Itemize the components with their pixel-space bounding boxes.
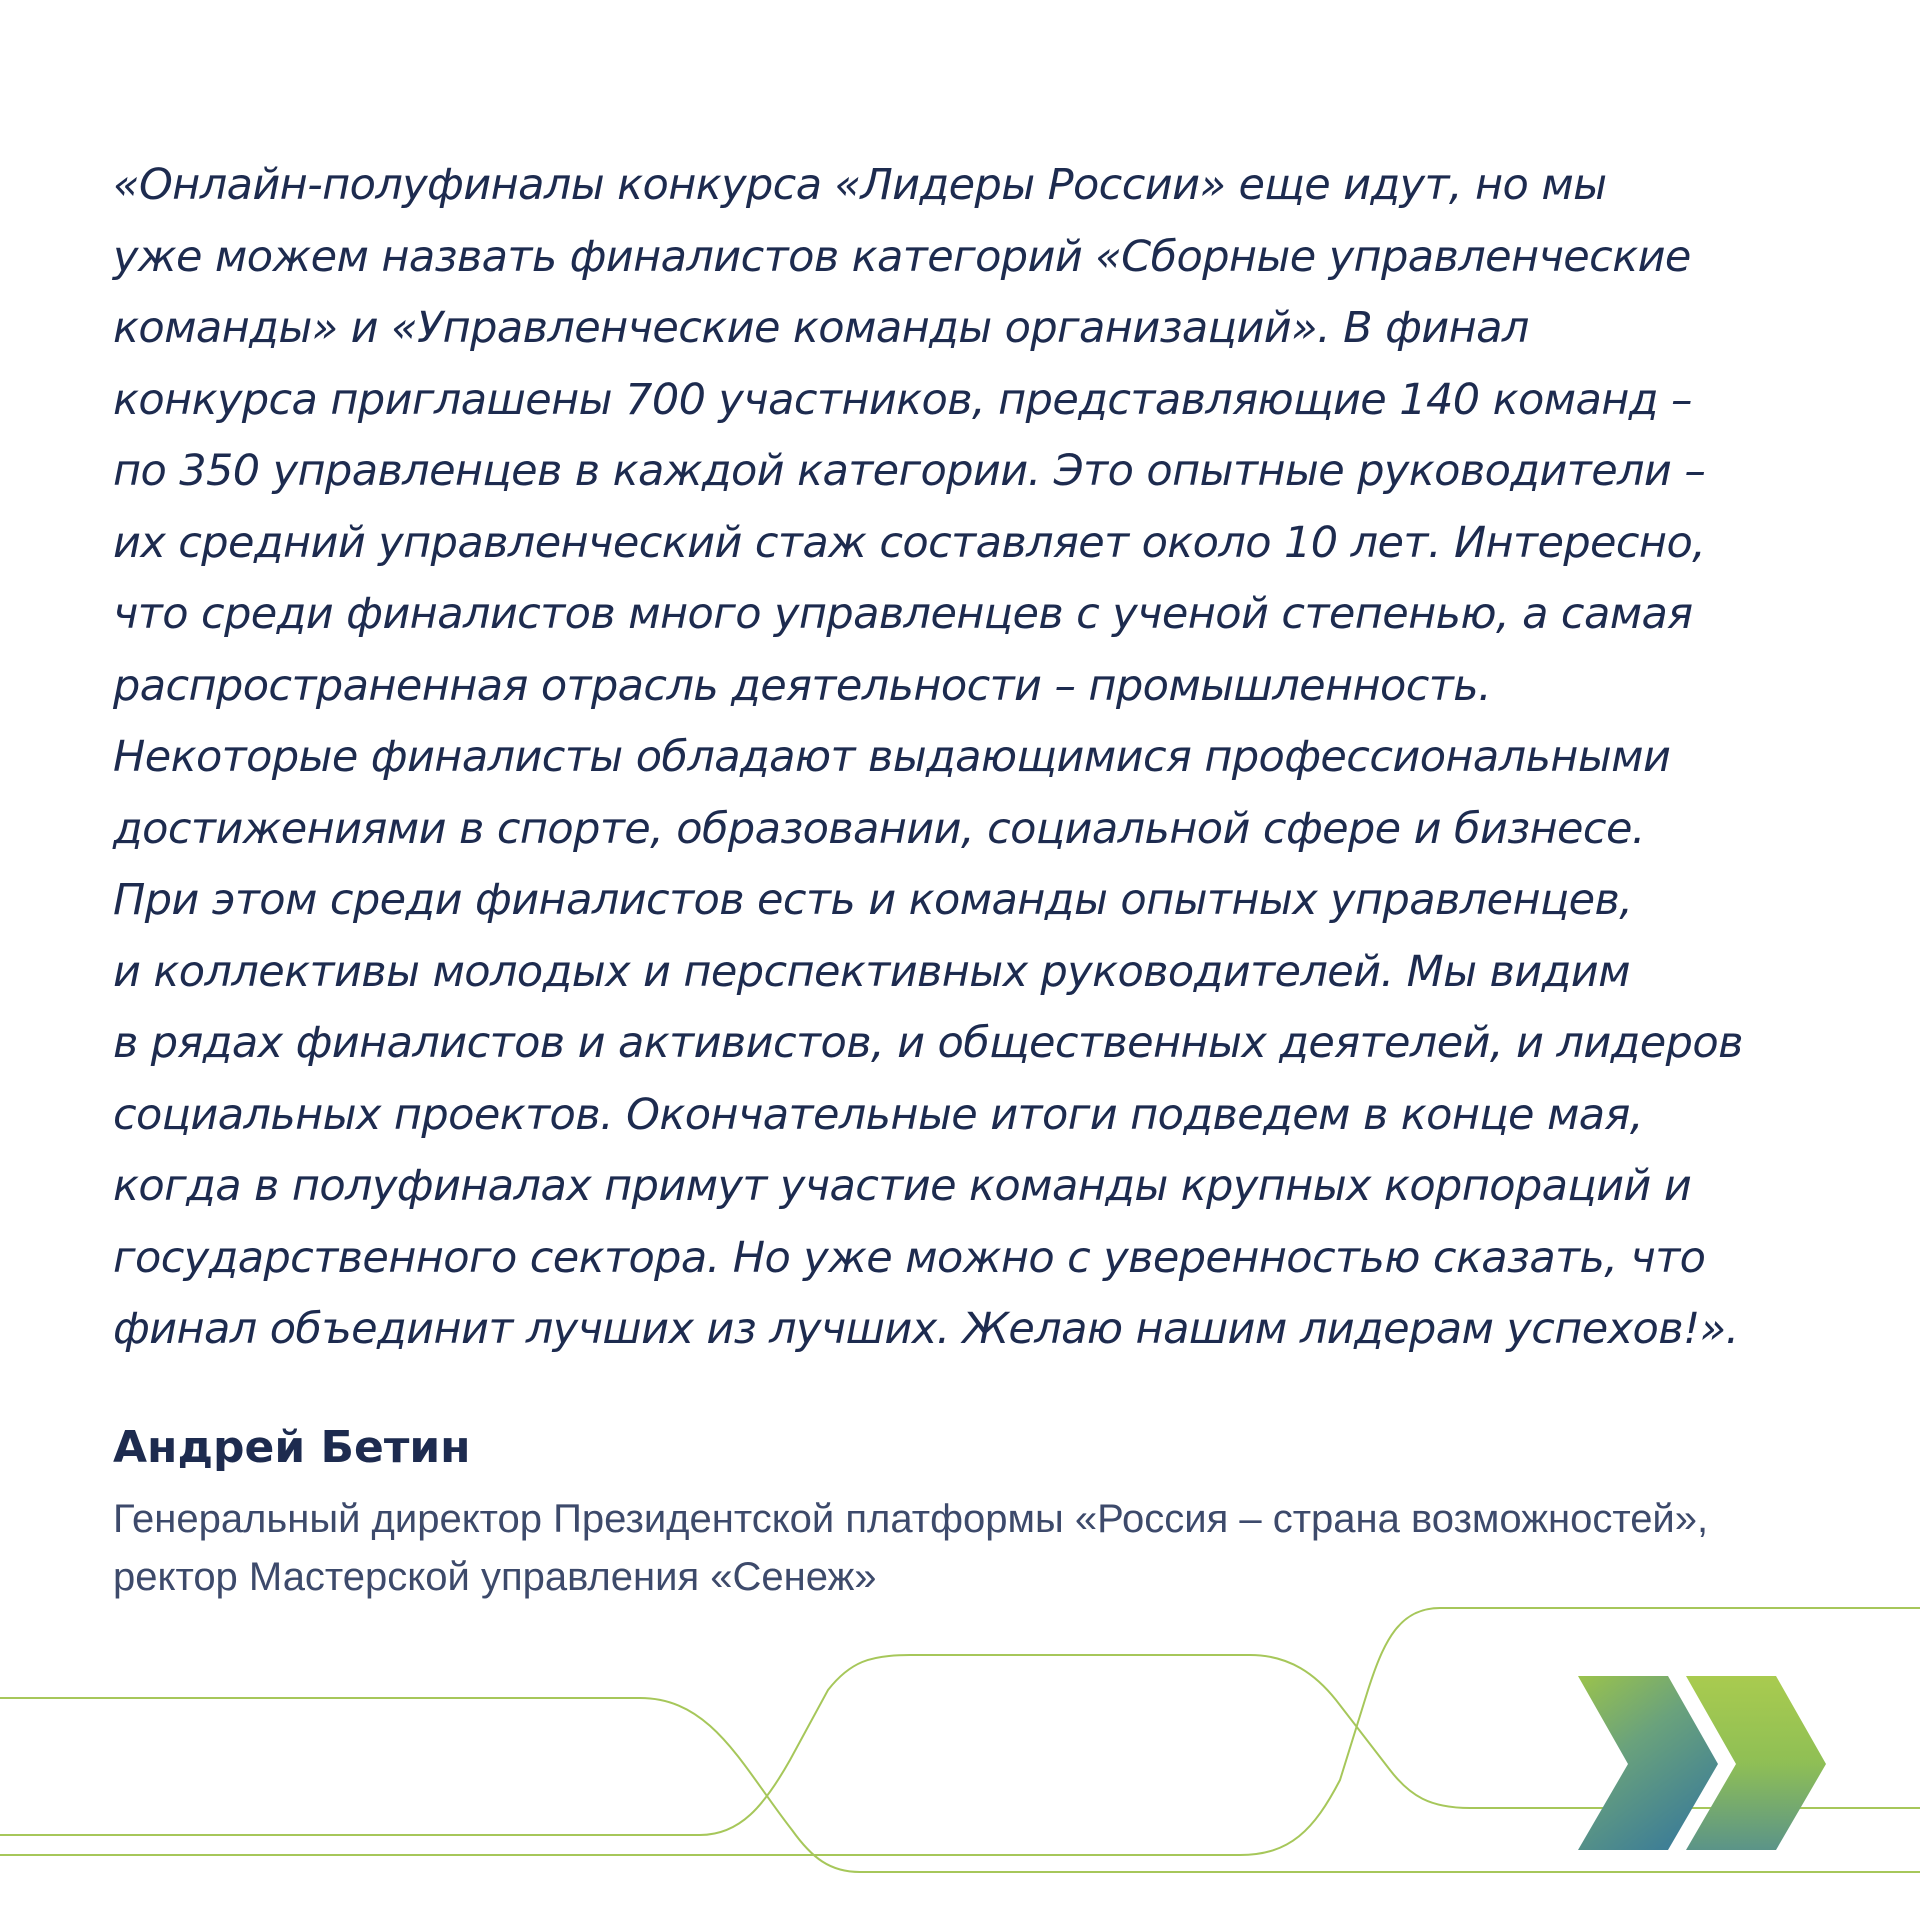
quote-line: по 350 управленцев в каждой категории. Это опытные руководители – — [113, 446, 1706, 496]
quote-line: социальных проектов. Окончательные итоги подведем в конце мая, — [113, 1089, 1643, 1140]
quote-line: При этом среди финалистов есть и команды опытных управленцев, — [113, 875, 1633, 925]
quote-line: в рядах финалистов и активистов, и общественных деятелей, и лидеров — [113, 1018, 1743, 1068]
quote-text — [113, 150, 1833, 1366]
quote-line: команды» и «Управленческие команды организаций». В финал — [113, 303, 1529, 353]
quote-line: и коллективы молодых и перспективных руководителей. Мы видим — [113, 946, 1630, 997]
author-name: Андрей Бетин — [113, 1422, 471, 1473]
quote-line: достижениями в спорте, образовании, социальной сфере и бизнесе. — [113, 803, 1645, 854]
quote-line: «Онлайн-полуфиналы конкурса «Лидеры России» еще идут, но мы — [113, 160, 1607, 210]
author-role — [113, 1490, 1708, 1606]
double-chevron-logo — [1578, 1676, 1826, 1850]
chevron-left-shape — [1578, 1676, 1718, 1850]
quote-line: их средний управленческий стаж составляет около 10 лет. Интересно, — [113, 517, 1706, 568]
quote-line: конкурса приглашены 700 участников, представляющие 140 команд – — [113, 374, 1692, 425]
quote-line: распространенная отрасль деятельности – промышленность. — [113, 660, 1492, 711]
quote-line: финал объединит лучших из лучших. Желаю нашим лидерам успехов!». — [113, 1304, 1739, 1354]
quote-line: уже можем назвать финалистов категорий «Сборные управленческие — [113, 231, 1691, 282]
quote-line: когда в полуфиналах примут участие команды крупных корпораций и — [113, 1161, 1692, 1211]
quote-line: государственного сектора. Но уже можно с уверенностью сказать, что — [113, 1232, 1706, 1283]
quote-line: что среди финалистов много управленцев с ученой степенью, а самая — [113, 589, 1693, 639]
author-role-line: ректор Мастерской управления «Сенеж» — [113, 1555, 877, 1599]
quote-line: Некоторые финалисты обладают выдающимися профессиональными — [113, 732, 1671, 782]
author-role-line: Генеральный директор Президентской платформы «Россия – страна возможностей», — [113, 1497, 1709, 1541]
